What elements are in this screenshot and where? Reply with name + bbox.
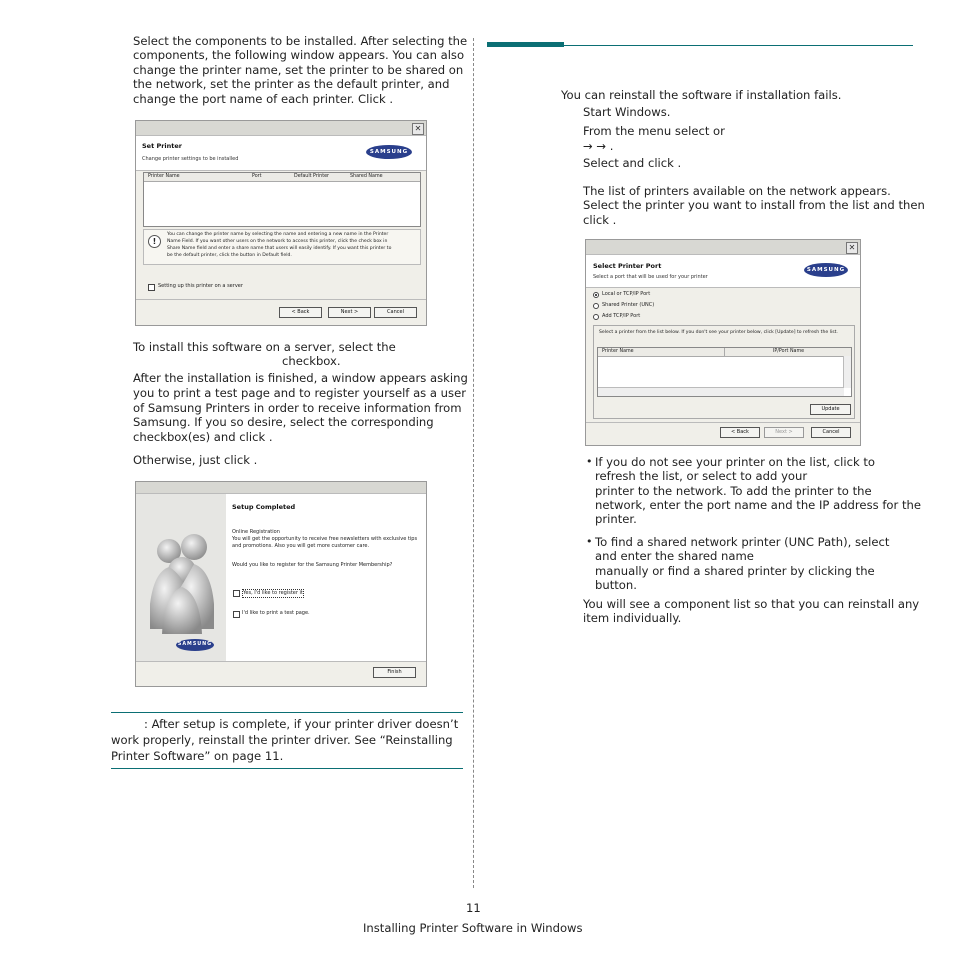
column-header: Port <box>252 174 262 179</box>
after-install-line: Samsung. If you so desire, select the corresponding <box>133 415 434 429</box>
dialog-title: Select Printer Port <box>593 262 662 270</box>
add-tcpip-radio[interactable] <box>593 314 599 320</box>
bullet-1-line: printer. <box>595 512 637 526</box>
server-checkbox-label: Setting up this printer on a server <box>158 283 243 289</box>
server-text: To install this software on a server, select the <box>133 340 396 354</box>
finish-button[interactable]: Finish <box>373 667 416 678</box>
note-line: Printer Software” on page 11. <box>111 749 284 763</box>
set-printer-dialog <box>135 120 427 326</box>
column-header: Printer Name <box>602 349 634 354</box>
bullet-1-line: If you do not see your printer on the list, click to <box>595 455 876 469</box>
dialog-titlebar <box>136 121 426 136</box>
select-printer-port-dialog <box>585 239 861 446</box>
component-line: You will see a component list so that you can reinstall any <box>583 597 920 611</box>
dialog-content <box>226 494 426 661</box>
bullet-2-line: To find a shared network printer (UNC Path), select <box>595 535 890 549</box>
local-port-label: Local or TCP/IP Port <box>602 291 651 297</box>
dialog-title: Set Printer <box>142 142 183 150</box>
note-line: work properly, reinstall the printer driver. See “Reinstalling <box>111 733 453 747</box>
page-number: 11 <box>466 901 481 915</box>
register-checkbox-label: Yes, I'd like to register it <box>243 590 303 596</box>
list-line: click . <box>583 213 617 227</box>
test-page-checkbox[interactable] <box>233 611 240 618</box>
bullet-1-line: printer to the network. To add the printer to the <box>595 484 872 498</box>
horizontal-scrollbar[interactable] <box>598 387 844 396</box>
cancel-button[interactable]: Cancel <box>811 427 851 438</box>
dialog-titlebar <box>136 482 426 494</box>
intro-line: change the printer name, set the printer to be shared on <box>133 63 464 77</box>
list-line: The list of printers available on the network appears. <box>583 184 891 198</box>
shared-printer-radio[interactable] <box>593 303 599 309</box>
bullet-1-line: network, enter the port name and the IP address for the <box>595 498 921 512</box>
intro-line: components, the following window appears. You can also <box>133 48 465 62</box>
after-install-line: checkbox(es) and click . <box>133 430 273 444</box>
bullet-2-line: manually or find a shared printer by clicking the <box>595 564 875 578</box>
otherwise-text: Otherwise, just click . <box>133 453 258 467</box>
bullet-2-line: and enter the shared name <box>595 549 754 563</box>
dialog-subtitle: Select a port that will be used for your printer <box>593 274 708 280</box>
intro-line: Select the components to be installed. After selecting the <box>133 34 468 48</box>
close-icon[interactable]: ✕ <box>412 123 424 135</box>
samsung-logo: SAMSUNG <box>176 639 214 651</box>
dialog-separator <box>136 299 426 300</box>
dialog-titlebar <box>586 240 860 255</box>
cancel-button[interactable]: Cancel <box>374 307 417 318</box>
after-install-line: of Samsung Printers in order to receive information from <box>133 401 462 415</box>
dialog-separator <box>586 422 860 423</box>
setup-completed-dialog <box>135 481 427 687</box>
dialog-title: Setup Completed <box>232 503 296 511</box>
bullet-2-line: button. <box>595 578 637 592</box>
bullet-1-line: refresh the list, or select to add your <box>595 469 808 483</box>
next-button[interactable]: Next > <box>764 427 804 438</box>
step-3: Select and click . <box>583 156 682 170</box>
info-line: be the default printer, click the button in Default field. <box>167 253 292 258</box>
add-tcpip-label: Add TCP/IP Port <box>602 313 641 319</box>
vertical-scrollbar[interactable] <box>843 356 851 388</box>
intro-line: the network, set the printer as the default printer, and <box>133 77 450 91</box>
dialog-header <box>136 136 426 171</box>
server-text: checkbox. <box>282 354 341 368</box>
info-panel <box>143 229 421 265</box>
port-table[interactable] <box>597 347 852 397</box>
samsung-logo: SAMSUNG <box>804 263 848 277</box>
next-button[interactable]: Next > <box>328 307 371 318</box>
back-button[interactable]: < Back <box>279 307 322 318</box>
column-header: IP/Port Name <box>773 349 805 354</box>
info-line: Share Name field and enter a share name that users will easily identify. If you want this printer to <box>167 246 392 251</box>
column-divider <box>473 38 474 888</box>
note-top-rule <box>111 712 463 713</box>
dialog-header <box>586 255 860 288</box>
column-separator <box>724 348 725 356</box>
people-graphic-icon <box>136 494 226 661</box>
step-2: From the menu select or <box>583 124 725 138</box>
welcome-banner <box>136 494 226 661</box>
samsung-logo: SAMSUNG <box>366 145 412 159</box>
list-line: Select the printer you want to install from the list and then <box>583 198 925 212</box>
info-line: You can change the printer name by selecting the name and entering a new name in the Printer <box>167 232 389 237</box>
membership-question: Would you like to register for the Samsung Printer Membership? <box>232 562 393 568</box>
component-line: item individually. <box>583 611 682 625</box>
section-header-rule <box>564 45 913 46</box>
close-icon[interactable]: ✕ <box>846 242 858 254</box>
dialog-separator <box>136 661 426 662</box>
info-icon: ! <box>148 235 161 248</box>
register-checkbox[interactable] <box>233 590 240 597</box>
column-header: Default Printer <box>294 174 330 179</box>
list-hint: Select a printer from the list below. If you don't see your printer below, click [Update] to refresh the list. <box>599 330 838 335</box>
local-port-radio[interactable] <box>593 292 599 298</box>
step-2-path: → → . <box>583 139 614 153</box>
bullet-icon: • <box>586 535 593 548</box>
test-page-checkbox-label: I'd like to print a test page. <box>242 610 310 616</box>
step-1: Start Windows. <box>583 105 671 119</box>
reinstall-intro: You can reinstall the software if installation fails. <box>561 88 842 102</box>
section-header-bar <box>487 42 564 47</box>
printer-list-group <box>593 325 855 419</box>
dialog-subtitle: Change printer settings to be installed <box>142 156 239 162</box>
shared-printer-label: Shared Printer (UNC) <box>602 302 655 308</box>
bullet-icon: • <box>586 455 593 468</box>
update-button[interactable]: Update <box>810 404 851 415</box>
after-install-line: you to print a test page and to register yourself as a user <box>133 386 466 400</box>
footer-section-title: Installing Printer Software in Windows <box>363 921 583 935</box>
note-bottom-rule <box>111 768 463 769</box>
printer-table[interactable] <box>143 172 421 227</box>
table-header <box>144 173 420 182</box>
column-header: Shared Name <box>350 174 383 179</box>
column-header: Printer Name <box>148 174 180 179</box>
back-button[interactable]: < Back <box>720 427 760 438</box>
after-install-line: After the installation is finished, a window appears asking <box>133 371 468 385</box>
intro-line: change the port name of each printer. Click . <box>133 92 394 106</box>
online-line: and promotions. Also you will get more customer care. <box>232 543 370 549</box>
note-line: : After setup is complete, if your printer driver doesn’t <box>144 717 459 731</box>
server-checkbox[interactable] <box>148 284 155 291</box>
online-line: You will get the opportunity to receive free newsletters with exclusive tips <box>232 536 418 542</box>
info-line: Name Field. If you want other users on the network to access this printer, click the check box in <box>167 239 388 244</box>
online-registration-title: Online Registration <box>232 529 280 535</box>
